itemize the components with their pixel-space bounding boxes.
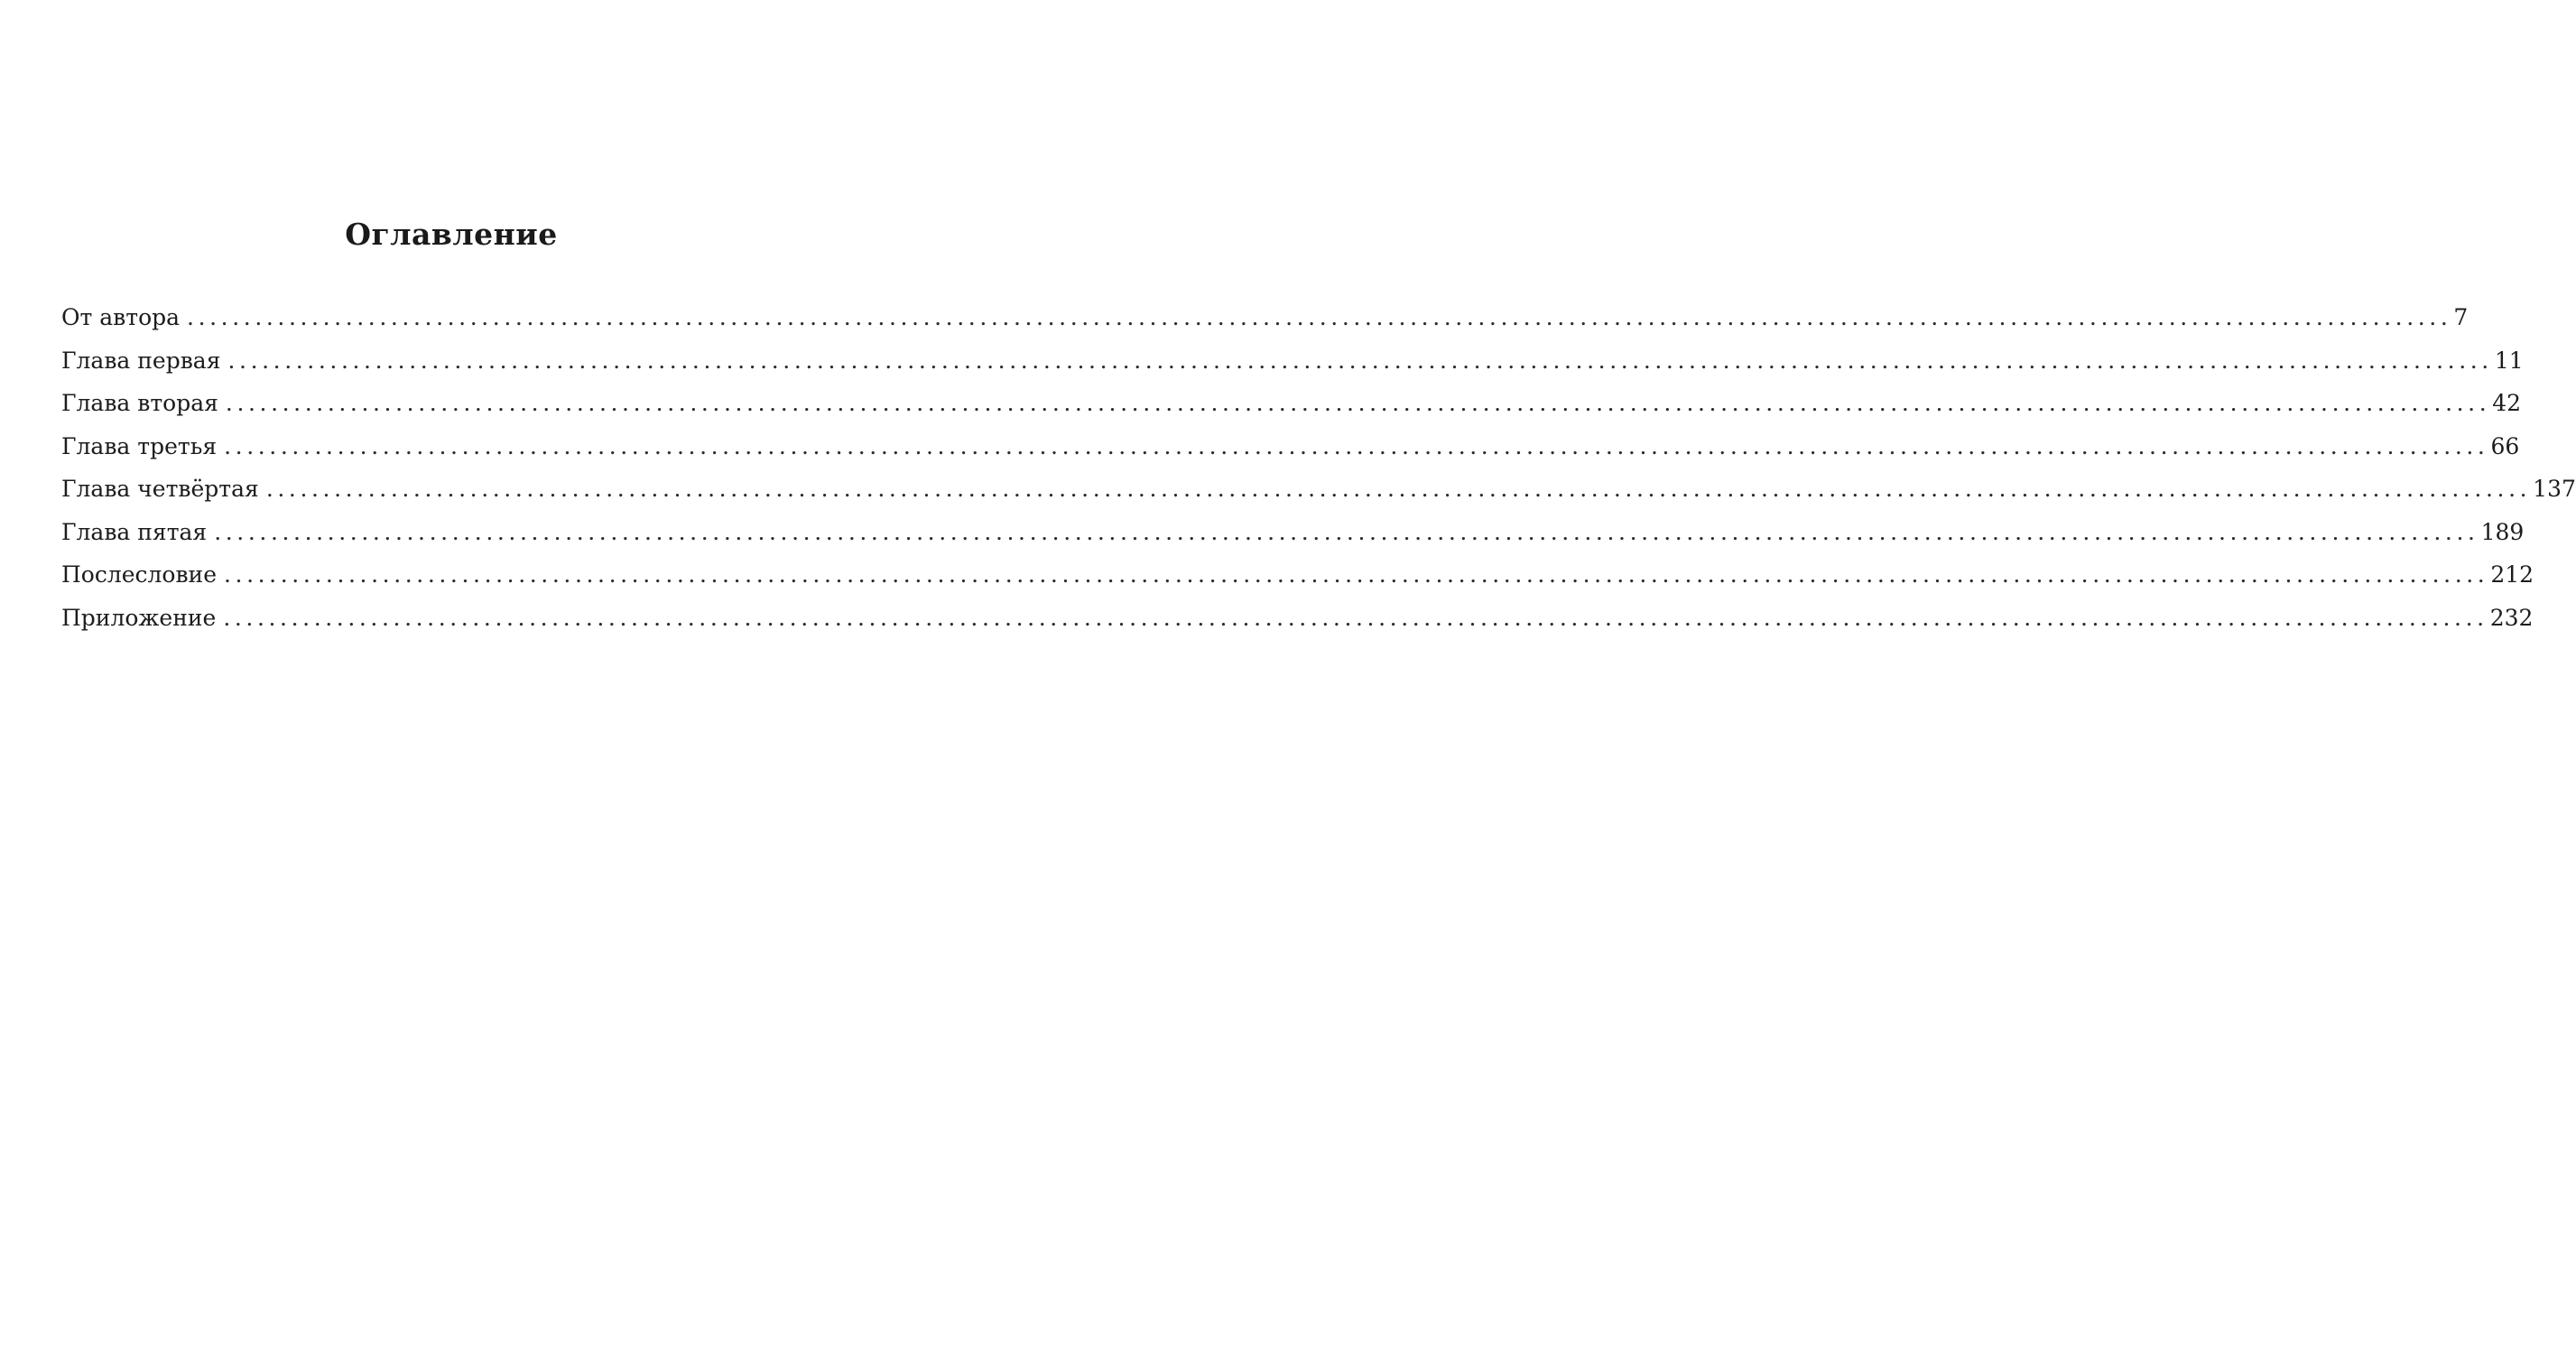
toc-entry-label: Глава пятая [61, 518, 208, 545]
toc-entry-page: 7 [2453, 304, 2469, 330]
toc-leader-dots: ........................................................................................................................................................................................................ [223, 604, 2488, 631]
toc-entry-label: От автора [61, 304, 181, 330]
toc-entry-label: Глава первая [61, 347, 221, 374]
toc-entry-page: 212 [2490, 561, 2534, 588]
toc-leader-dots: ........................................................................................................................................................................................................ [225, 390, 2491, 416]
toc-entry [61, 553, 2534, 597]
table-of-contents [61, 296, 2576, 639]
toc-entry [61, 339, 2524, 383]
toc-entry-label: Глава вторая [61, 390, 218, 416]
toc-entry [61, 425, 2520, 468]
toc-entry [61, 468, 2576, 511]
toc-leader-dots: ........................................................................................................................................................................................................ [227, 347, 2493, 374]
toc-entry [61, 597, 2534, 640]
toc-entry-page: 232 [2489, 604, 2534, 631]
page-title: Оглавление [345, 217, 558, 252]
toc-entry [61, 382, 2522, 425]
toc-entry-label: Приложение [61, 604, 217, 631]
toc-entry [61, 511, 2525, 554]
toc-entry-page: 66 [2490, 432, 2520, 459]
toc-entry-label: Глава четвёртая [61, 476, 259, 502]
toc-entry-label: Глава третья [61, 432, 218, 459]
toc-entry-page: 189 [2480, 518, 2525, 545]
toc-leader-dots: ........................................................................................................................................................................................................ [265, 476, 2532, 502]
toc-entry-label: Послесловие [61, 561, 217, 588]
toc-leader-dots: ........................................................................................................................................................................................................ [187, 304, 2452, 330]
toc-leader-dots: ........................................................................................................................................................................................................ [224, 561, 2489, 588]
toc-entry-page: 11 [2494, 347, 2524, 374]
toc-entry [61, 296, 2469, 339]
toc-entry-page: 137 [2533, 476, 2576, 502]
toc-leader-dots: ........................................................................................................................................................................................................ [224, 432, 2489, 459]
toc-entry-page: 42 [2492, 390, 2522, 416]
toc-leader-dots: ........................................................................................................................................................................................................ [214, 518, 2479, 545]
